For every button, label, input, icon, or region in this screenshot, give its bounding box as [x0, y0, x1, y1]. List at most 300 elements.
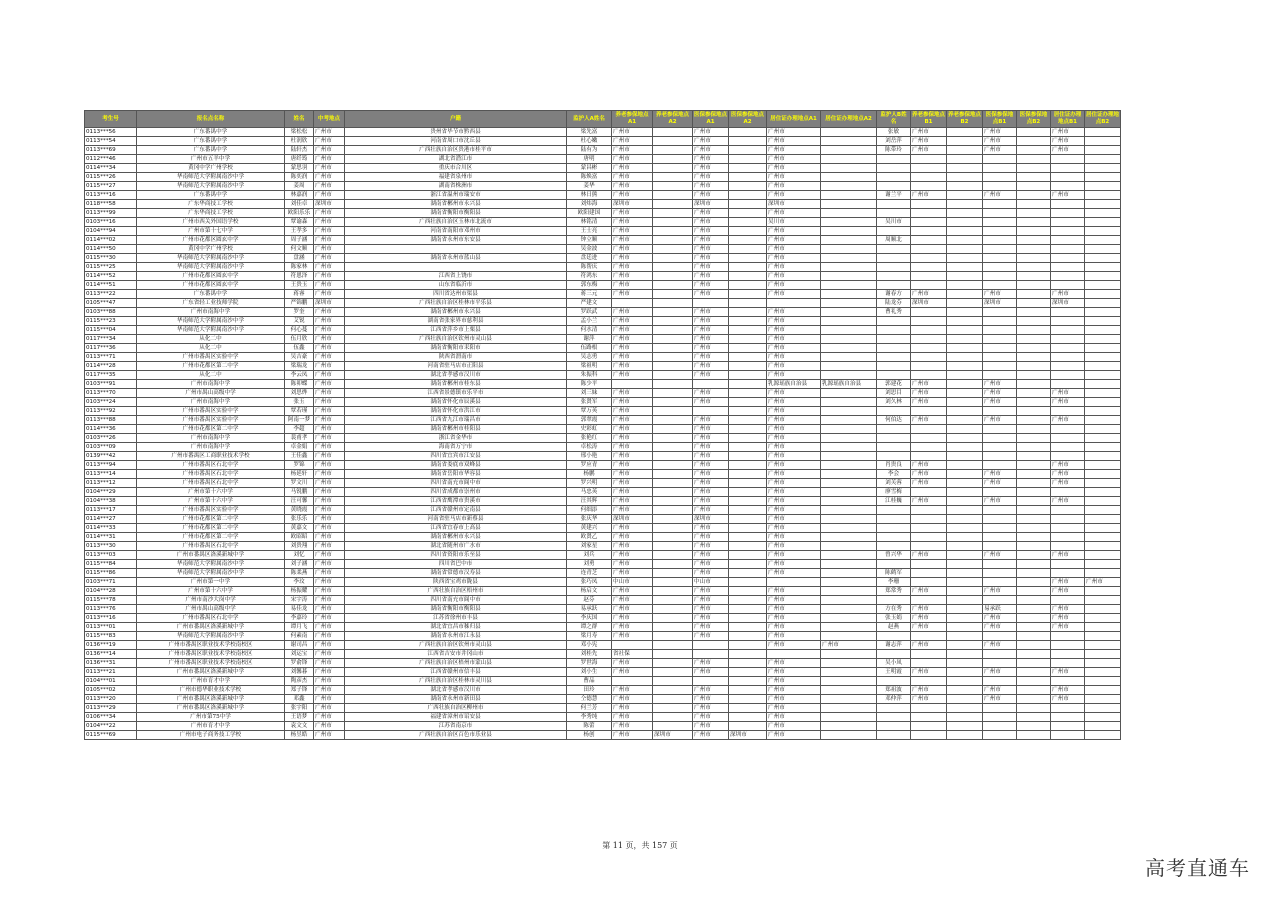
table-cell: 0104***28 — [85, 587, 137, 596]
table-row — [85, 191, 1121, 200]
table-cell: 刘运宝 — [285, 650, 314, 659]
table-cell: 广州市 — [767, 344, 821, 353]
table-row — [85, 506, 1121, 515]
table-cell — [1017, 704, 1051, 713]
table-cell: 刘三妹 — [567, 389, 612, 398]
table-cell — [653, 146, 693, 155]
table-cell: 广州市 — [983, 146, 1017, 155]
table-cell: 广州市 — [911, 497, 947, 506]
table-cell: 刘岳萍 — [877, 137, 911, 146]
table-cell — [983, 272, 1017, 281]
table-cell — [821, 362, 877, 371]
table-cell — [877, 281, 911, 290]
table-cell — [653, 623, 693, 632]
table-cell — [729, 416, 767, 425]
table-cell: 广州市 — [767, 371, 821, 380]
table-cell — [1051, 713, 1085, 722]
table-cell — [947, 200, 983, 209]
table-cell — [947, 245, 983, 254]
table-cell: 广州市 — [767, 704, 821, 713]
table-row — [85, 308, 1121, 317]
table-cell: 广州市 — [612, 191, 653, 200]
table-cell — [653, 299, 693, 308]
table-cell — [1017, 731, 1051, 740]
table-cell — [1017, 155, 1051, 164]
table-cell: 广州市第十七中学 — [137, 227, 285, 236]
table-cell: 0103***09 — [85, 443, 137, 452]
table-cell — [947, 479, 983, 488]
table-cell: 黄冈中学广州学校 — [137, 164, 285, 173]
table-cell: 四川省宜宾市江安县 — [345, 452, 567, 461]
table-cell — [821, 614, 877, 623]
table-cell: 广州市 — [612, 137, 653, 146]
table-cell: 李玟 — [285, 578, 314, 587]
table-cell: 陈带玲 — [877, 146, 911, 155]
table-cell — [821, 200, 877, 209]
header-row — [85, 111, 1121, 128]
table-cell — [821, 542, 877, 551]
table-cell — [653, 344, 693, 353]
table-cell: 广州市 — [693, 488, 729, 497]
table-cell — [1051, 200, 1085, 209]
table-cell: 谭月飞 — [285, 623, 314, 632]
table-cell — [821, 470, 877, 479]
table-cell: 广州市 — [767, 695, 821, 704]
table-cell — [983, 443, 1017, 452]
table-cell — [729, 398, 767, 407]
table-cell — [821, 398, 877, 407]
table-cell — [911, 245, 947, 254]
table-cell — [653, 677, 693, 686]
table-cell — [821, 416, 877, 425]
table-cell — [983, 425, 1017, 434]
table-cell: 广州市 — [767, 443, 821, 452]
table-row — [85, 416, 1121, 425]
table-cell: 何文顺 — [285, 245, 314, 254]
table-cell: 广州市 — [693, 353, 729, 362]
table-cell: 广州市 — [911, 191, 947, 200]
table-cell: 江西省九江市瑞昌市 — [345, 416, 567, 425]
table-cell: 张玉娟 — [877, 614, 911, 623]
table-cell: 广州市 — [693, 290, 729, 299]
table-cell — [983, 722, 1017, 731]
table-cell: 广州市 — [767, 254, 821, 263]
table-cell — [729, 704, 767, 713]
table-cell: 杨鹏 — [567, 470, 612, 479]
table-cell: 广州市 — [1051, 146, 1085, 155]
table-cell: 陆有为 — [567, 146, 612, 155]
table-cell: 刘芙蓉 — [877, 479, 911, 488]
table-cell: 符鸿东 — [567, 272, 612, 281]
table-cell: 0115***27 — [85, 182, 137, 191]
table-cell: 广州市 — [693, 236, 729, 245]
table-cell: 河南省驻马店市新蔡县 — [345, 515, 567, 524]
table-cell — [947, 605, 983, 614]
table-cell: 广州市 — [314, 677, 345, 686]
table-cell — [947, 344, 983, 353]
table-cell: 湖南省衡阳市衡阳县 — [345, 209, 567, 218]
table-cell: 广州市 — [1051, 461, 1085, 470]
table-cell: 0113***76 — [85, 605, 137, 614]
table-cell: 广州市 — [911, 290, 947, 299]
column-header: 医保参保地点A1 — [693, 111, 729, 128]
table-cell — [911, 173, 947, 182]
table-cell: 广州市 — [612, 569, 653, 578]
table-cell — [653, 290, 693, 299]
table-cell — [1051, 173, 1085, 182]
table-cell: 省社保 — [612, 650, 653, 659]
table-cell: 李嘉玲 — [285, 614, 314, 623]
table-cell: 广州市番禺区石北中学 — [137, 479, 285, 488]
table-cell: 0103***88 — [85, 308, 137, 317]
column-header: 养老参保地点B1 — [911, 111, 947, 128]
table-cell — [877, 704, 911, 713]
table-cell: 广州市 — [314, 353, 345, 362]
table-cell: 广州市 — [693, 155, 729, 164]
table-cell: 广州市番禺区洛溪新城中学 — [137, 695, 285, 704]
table-cell: 广西壮族自治区梧州市蒙山县 — [345, 659, 567, 668]
table-cell: 谢萍 — [567, 335, 612, 344]
table-cell: 广州市 — [693, 398, 729, 407]
table-cell: 广东番禺中学 — [137, 146, 285, 155]
table-cell: 广州市 — [314, 191, 345, 200]
table-cell: 赵燕 — [877, 623, 911, 632]
table-cell — [1085, 137, 1121, 146]
table-cell: 湖南省怀化市辰溪县 — [345, 398, 567, 407]
table-cell: 0114***33 — [85, 524, 137, 533]
table-cell: 广州市 — [983, 641, 1017, 650]
table-cell: 郑子锋 — [285, 686, 314, 695]
table-cell — [1085, 380, 1121, 389]
table-cell: 广州市 — [983, 479, 1017, 488]
table-cell — [693, 677, 729, 686]
table-cell — [1085, 191, 1121, 200]
table-cell — [1085, 218, 1121, 227]
table-cell — [729, 443, 767, 452]
table-cell — [911, 326, 947, 335]
table-cell: 田玲 — [567, 686, 612, 695]
table-row — [85, 353, 1121, 362]
table-cell: 广州市 — [612, 497, 653, 506]
table-cell: 广州市 — [911, 461, 947, 470]
table-cell: 0114***27 — [85, 515, 137, 524]
table-cell — [1085, 272, 1121, 281]
table-cell: 广州市 — [767, 587, 821, 596]
table-cell: 广州市 — [314, 650, 345, 659]
table-cell: 覃万英 — [567, 407, 612, 416]
table-cell — [947, 335, 983, 344]
table-cell — [653, 227, 693, 236]
table-cell: 广州市 — [767, 335, 821, 344]
table-cell: 深圳市 — [612, 200, 653, 209]
table-cell — [821, 317, 877, 326]
table-cell — [729, 452, 767, 461]
table-cell: 广州市 — [693, 182, 729, 191]
table-cell: 广州市 — [612, 560, 653, 569]
table-cell: 广州市番禺区洛溪新城中学 — [137, 704, 285, 713]
table-cell — [983, 713, 1017, 722]
table-cell: 广州市番禺区实验中学 — [137, 416, 285, 425]
table-cell: 黄嘉文 — [285, 524, 314, 533]
table-cell — [877, 452, 911, 461]
table-cell — [653, 722, 693, 731]
table-cell: 广州市 — [314, 587, 345, 596]
table-cell — [911, 596, 947, 605]
table-cell: 广州市 — [314, 290, 345, 299]
table-cell: 广州市 — [612, 326, 653, 335]
table-cell — [1017, 200, 1051, 209]
table-cell: 广州市 — [612, 686, 653, 695]
table-row — [85, 128, 1121, 137]
table-cell — [947, 587, 983, 596]
table-cell — [729, 209, 767, 218]
table-cell: 广州市番禺区洛溪新城中学 — [137, 668, 285, 677]
table-cell — [1017, 686, 1051, 695]
table-cell: 陕西省宝鸡市陇县 — [345, 578, 567, 587]
table-cell — [877, 272, 911, 281]
table-cell: 广州市 — [911, 137, 947, 146]
watermark-text: 高考直通车 — [1145, 856, 1250, 880]
table-cell — [1085, 245, 1121, 254]
table-cell: 陶彦杰 — [285, 677, 314, 686]
table-cell — [653, 569, 693, 578]
table-cell: 广州市 — [314, 173, 345, 182]
table-cell — [1085, 299, 1121, 308]
table-cell: 易承跃 — [983, 605, 1017, 614]
table-cell: 罗锦 — [285, 461, 314, 470]
table-cell — [911, 632, 947, 641]
table-cell: 广州市 — [612, 713, 653, 722]
table-cell: 张庆华 — [567, 515, 612, 524]
table-cell: 广州市 — [612, 344, 653, 353]
table-cell: 广州市 — [767, 191, 821, 200]
table-cell — [911, 281, 947, 290]
table-cell — [947, 407, 983, 416]
table-cell — [821, 497, 877, 506]
table-cell: 0113***16 — [85, 191, 137, 200]
table-cell — [947, 317, 983, 326]
table-cell: 广州市 — [693, 245, 729, 254]
table-cell — [653, 371, 693, 380]
table-cell: 广州市 — [693, 173, 729, 182]
table-row — [85, 569, 1121, 578]
table-cell: 陈蕾 — [567, 722, 612, 731]
table-cell: 广东番禺中学 — [137, 290, 285, 299]
table-cell: 广州市 — [1051, 128, 1085, 137]
table-cell: 陕西省渭南市 — [345, 353, 567, 362]
table-cell: 广州市 — [767, 398, 821, 407]
table-cell: 广州市 — [612, 533, 653, 542]
table-cell: 广州市 — [983, 416, 1017, 425]
table-cell: 广州市 — [314, 425, 345, 434]
table-cell — [729, 542, 767, 551]
table-cell — [947, 146, 983, 155]
table-cell — [1085, 704, 1121, 713]
table-cell: 廖雪梅 — [877, 488, 911, 497]
table-cell: 广州市 — [612, 434, 653, 443]
table-cell — [653, 218, 693, 227]
table-cell — [653, 245, 693, 254]
table-cell — [1085, 317, 1121, 326]
table-cell: 广州市 — [314, 452, 345, 461]
table-cell — [1051, 542, 1085, 551]
table-cell: 广州市 — [693, 704, 729, 713]
table-cell: 0106***34 — [85, 713, 137, 722]
table-cell — [1085, 677, 1121, 686]
table-cell: 蒙思羽 — [285, 164, 314, 173]
table-cell — [877, 326, 911, 335]
table-cell — [1085, 290, 1121, 299]
table-cell — [1051, 632, 1085, 641]
table-cell: 广州市 — [612, 254, 653, 263]
table-cell — [947, 173, 983, 182]
table-cell: 湖北省潜江市 — [345, 155, 567, 164]
table-cell: 广州市 — [314, 281, 345, 290]
table-cell — [983, 434, 1017, 443]
table-cell: 广州市 — [612, 362, 653, 371]
table-cell — [653, 497, 693, 506]
table-cell — [821, 623, 877, 632]
table-cell — [1085, 353, 1121, 362]
table-cell — [1085, 416, 1121, 425]
table-cell: 0113***94 — [85, 461, 137, 470]
table-cell — [947, 236, 983, 245]
table-cell — [911, 506, 947, 515]
table-row — [85, 425, 1121, 434]
table-cell: 广州市 — [767, 263, 821, 272]
table-cell — [821, 632, 877, 641]
table-cell: 王佳鑫 — [285, 452, 314, 461]
table-cell — [1051, 659, 1085, 668]
table-cell — [911, 353, 947, 362]
table-cell: 广州市 — [314, 371, 345, 380]
table-cell: 吴金波 — [567, 245, 612, 254]
table-cell: 欧阳建国 — [567, 209, 612, 218]
table-cell — [1085, 605, 1121, 614]
table-cell — [911, 209, 947, 218]
table-cell — [653, 470, 693, 479]
table-cell: 广州市 — [767, 434, 821, 443]
table-cell — [1085, 209, 1121, 218]
table-cell — [1017, 236, 1051, 245]
table-cell — [1017, 191, 1051, 200]
table-cell: 方在秀 — [877, 605, 911, 614]
table-cell: 广州市 — [767, 488, 821, 497]
table-cell: 广州市 — [314, 335, 345, 344]
table-cell — [729, 128, 767, 137]
table-cell — [653, 308, 693, 317]
table-cell — [1051, 326, 1085, 335]
table-cell — [983, 596, 1017, 605]
table-cell — [653, 434, 693, 443]
table-cell — [821, 254, 877, 263]
table-cell — [1017, 245, 1051, 254]
column-header: 中考地点 — [314, 111, 345, 128]
table-cell — [821, 371, 877, 380]
table-cell: 广州市番禺区职业技术学校南校区 — [137, 641, 285, 650]
table-cell: 广州市 — [911, 128, 947, 137]
table-cell — [1051, 182, 1085, 191]
table-cell — [877, 515, 911, 524]
table-cell: 广州市 — [693, 128, 729, 137]
table-cell: 广州市 — [314, 479, 345, 488]
table-cell: 广州市育才中学 — [137, 722, 285, 731]
table-cell: 广州市 — [612, 443, 653, 452]
table-cell: 钟立顺 — [567, 236, 612, 245]
table-cell: 广东番禺中学 — [137, 137, 285, 146]
table-cell: 0113***71 — [85, 353, 137, 362]
table-cell: 黄冈中学广州学校 — [137, 245, 285, 254]
table-cell: 广州市 — [767, 659, 821, 668]
table-cell: 广州市 — [911, 389, 947, 398]
table-cell — [1051, 506, 1085, 515]
table-cell — [821, 677, 877, 686]
table-cell: 华南师范大学附属南沙中学 — [137, 254, 285, 263]
table-cell — [1017, 515, 1051, 524]
table-cell — [877, 254, 911, 263]
column-header: 医保参保地点B2 — [1017, 111, 1051, 128]
table-cell: 邓仲萍 — [877, 695, 911, 704]
table-cell — [877, 317, 911, 326]
table-cell — [821, 245, 877, 254]
table-cell: 朱振科 — [567, 371, 612, 380]
table-cell: 广州市 — [767, 362, 821, 371]
table-cell — [1051, 596, 1085, 605]
table-cell — [947, 713, 983, 722]
table-cell — [653, 254, 693, 263]
table-cell: 广州市 — [612, 416, 653, 425]
table-cell — [821, 182, 877, 191]
column-header: 监护人A姓名 — [567, 111, 612, 128]
table-cell: 湖南省岳阳市华容县 — [345, 470, 567, 479]
table-cell: 湖南省衡阳市衡阳县 — [345, 605, 567, 614]
table-cell: 0113***56 — [85, 128, 137, 137]
table-cell — [1051, 218, 1085, 227]
table-cell — [1085, 146, 1121, 155]
table-cell: 刘子涵 — [285, 560, 314, 569]
table-cell — [983, 407, 1017, 416]
table-cell: 0113***14 — [85, 470, 137, 479]
table-cell — [1051, 452, 1085, 461]
table-row — [85, 407, 1121, 416]
table-cell: 湖南省娄底市双峰县 — [345, 461, 567, 470]
table-cell — [1085, 488, 1121, 497]
column-header: 考生号 — [85, 111, 137, 128]
table-cell: 广州市 — [983, 695, 1017, 704]
table-cell: 广州市禺山高级中学 — [137, 605, 285, 614]
table-cell — [1051, 164, 1085, 173]
table-cell: 连青芝 — [567, 569, 612, 578]
table-cell: 卓松涛 — [567, 443, 612, 452]
table-row — [85, 299, 1121, 308]
table-cell — [821, 407, 877, 416]
table-cell: 湖北省孝感市汉川市 — [345, 371, 567, 380]
table-row — [85, 137, 1121, 146]
table-cell — [911, 434, 947, 443]
table-cell: 广州市 — [693, 542, 729, 551]
table-cell: 张敏 — [877, 128, 911, 137]
table-cell: 广州市 — [693, 587, 729, 596]
table-cell: 广州市南沙大岗中学 — [137, 596, 285, 605]
table-cell — [653, 128, 693, 137]
table-cell: 华南师范大学附属南沙中学 — [137, 560, 285, 569]
table-cell — [729, 191, 767, 200]
table-cell — [983, 659, 1017, 668]
table-cell: 江西省萍乡市上栗县 — [345, 326, 567, 335]
table-cell — [1017, 596, 1051, 605]
table-cell: 广州市 — [693, 668, 729, 677]
table-cell — [653, 524, 693, 533]
